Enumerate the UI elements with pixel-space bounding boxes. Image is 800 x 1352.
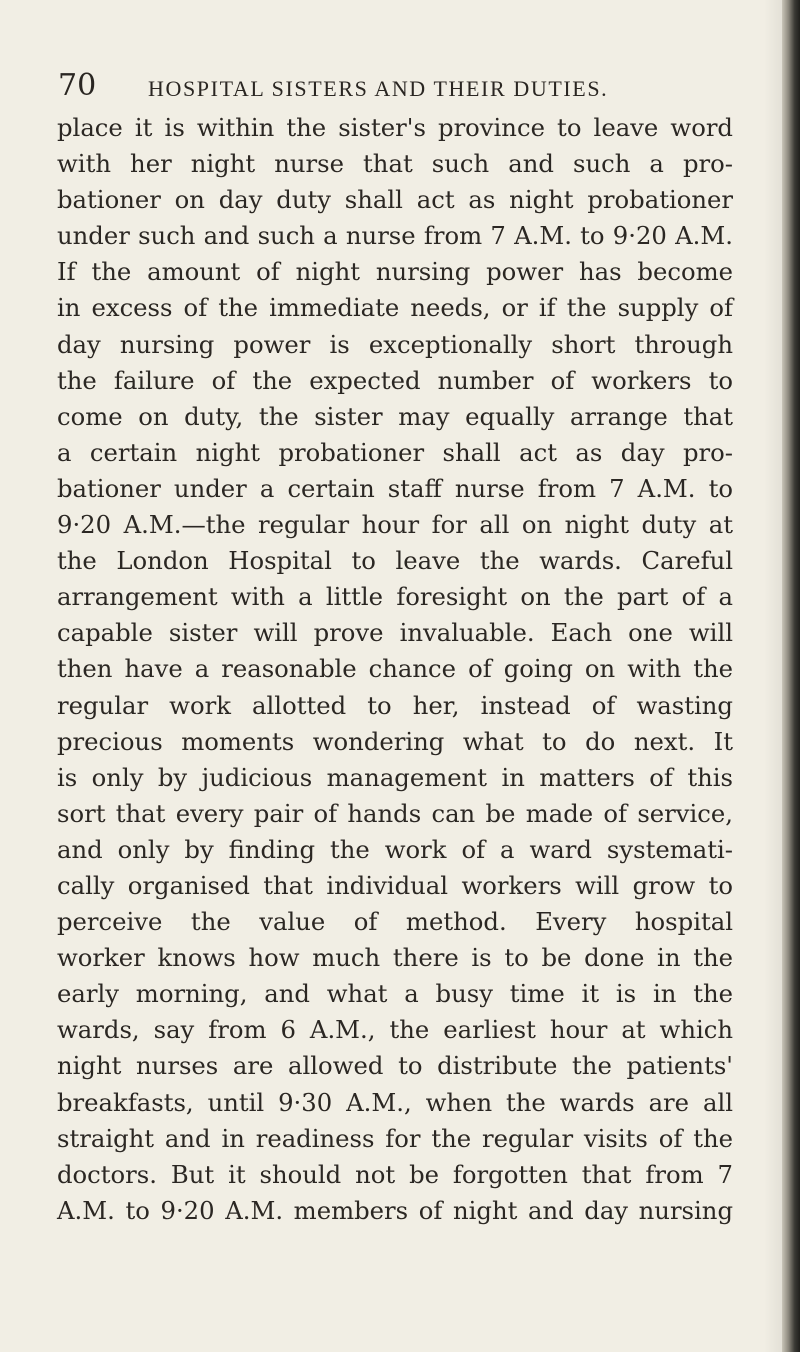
text-line: 9·20 A.M.—the regular hour for all on night duty at xyxy=(57,510,733,540)
text-line: doctors. But it should not be forgotten that from 7 xyxy=(57,1159,733,1189)
page-header xyxy=(58,68,718,112)
text-line: is only by judicious management in matters of this xyxy=(57,762,733,792)
text-line: under such and such a nurse from 7 A.M. to 9·20 A.M. xyxy=(57,221,733,251)
text-line: the London Hospital to leave the wards. Careful xyxy=(57,546,733,576)
text-line: regular work allotted to her, instead of wasting xyxy=(57,690,733,720)
text-line: a certain night probationer shall act as day pro- xyxy=(57,437,733,467)
text-line: day nursing power is exceptionally short through xyxy=(57,329,733,359)
text-line: wards, say from 6 A.M., the earliest hour at which xyxy=(57,1015,733,1045)
text-line: in excess of the immediate needs, or if the supply of xyxy=(57,293,733,323)
text-line: straight and in readiness for the regular visits of the xyxy=(57,1123,733,1153)
text-line: breakfasts, until 9·30 A.M., when the wards are all xyxy=(57,1087,733,1117)
text-line: come on duty, the sister may equally arrange that xyxy=(57,401,733,431)
text-line: worker knows how much there is to be done in the xyxy=(57,943,733,973)
text-line: and only by finding the work of a ward systemati- xyxy=(57,834,733,864)
binding-shadow xyxy=(764,0,782,1352)
body-paragraph xyxy=(57,110,733,1229)
text-line: capable sister will prove invaluable. Each one will xyxy=(57,618,733,648)
text-line: arrangement with a little foresight on the part of a xyxy=(57,582,733,612)
text-line: If the amount of night nursing power has become xyxy=(57,257,733,287)
text-line: A.M. to 9·20 A.M. members of night and day nursing xyxy=(57,1195,733,1225)
text-line: with her night nurse that such and such a pro- xyxy=(57,149,733,179)
text-line: precious moments wondering what to do next. It xyxy=(57,726,733,756)
page-number: 70 xyxy=(58,68,97,103)
text-line: cally organised that individual workers will grow to xyxy=(57,870,733,900)
page-binding-edge xyxy=(782,0,800,1352)
text-line: the failure of the expected number of workers to xyxy=(57,365,733,395)
text-line: early morning, and what a busy time it is in the xyxy=(57,979,733,1009)
text-line: night nurses are allowed to distribute the patients' xyxy=(57,1051,733,1081)
text-line: sort that every pair of hands can be made of service, xyxy=(57,798,733,828)
text-line: perceive the value of method. Every hospital xyxy=(57,907,733,937)
text-line: bationer on day duty shall act as night probationer xyxy=(57,185,733,215)
text-line: then have a reasonable chance of going on with the xyxy=(57,654,733,684)
text-line: place it is within the sister's province to leave word xyxy=(57,113,733,142)
running-head: HOSPITAL SISTERS AND THEIR DUTIES. xyxy=(148,76,609,101)
text-line: bationer under a certain staff nurse from 7 A.M. to xyxy=(57,473,733,503)
